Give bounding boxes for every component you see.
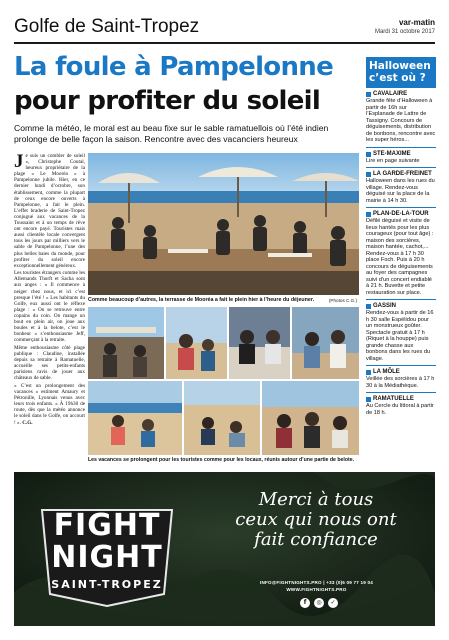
sidebar-entry — [366, 396, 436, 416]
sidebar-entry — [366, 171, 436, 208]
bullet-square-icon — [366, 172, 371, 177]
grid-photo-illustration — [88, 307, 164, 379]
logo-text-night: NIGHT — [51, 540, 163, 575]
grid-photo-caption: Les vacances se prolongent pour les touristes comme pour les locaux, réunis autour d’une partie de belote. — [88, 457, 355, 463]
sidebar-place: GASSIN — [373, 303, 397, 309]
grid-photo-children-sand — [88, 381, 182, 455]
sidebar-entry — [366, 369, 436, 393]
newspaper-brand: var-matin — [398, 18, 435, 27]
tagline-line-3: fait confiance — [254, 529, 378, 550]
main-beach-terrace-photo — [88, 153, 359, 295]
terrace-photo-illustration — [88, 153, 359, 295]
divider — [366, 147, 436, 148]
twitter-icon: ✓ — [328, 598, 338, 608]
ad-tagline — [206, 490, 426, 550]
photo-grid — [88, 307, 359, 455]
grid-photo-illustration — [88, 381, 182, 455]
fight-night-advertisement — [14, 472, 435, 626]
sidebar-entry — [366, 91, 436, 148]
logo-text-saint-tropez: SAINT-TROPEZ — [51, 578, 163, 591]
article-lead: Comme la météo, le moral est au beau fixe sur le sable ramatuellois où l’été indien prolonge de belle façon la saison. Rencontre avec des vacanciers heureux — [14, 123, 329, 144]
fight-night-logo — [32, 502, 182, 607]
issue-date: Mardi 31 octobre 2017 — [374, 29, 435, 35]
halloween-sidebar — [366, 57, 436, 468]
sidebar-text: Rendez-vous à partir de 16 h 30 salle Espélidou pour un monstrueux goûter. Spectacle gratuit à 17 h (Riquet à la houppe) puis grande chasse aux bonbons dans les rues du village. — [366, 310, 434, 362]
tagline-line-1: Merci à tous — [258, 489, 374, 510]
logo-text-fight: FIGHT — [53, 508, 161, 543]
section-title: Golfe de Saint-Tropez — [14, 16, 200, 37]
grid-photo-terrace-table — [229, 307, 290, 379]
grid-photo-illustration — [166, 307, 227, 379]
sidebar-text: Halloween dans les rues du village. Rendez-vous déguisé sur la place de la mairie à 14 h 30. — [366, 178, 435, 204]
sidebar-entry — [366, 211, 436, 300]
sidebar-place: LA GARDE-FREINET — [373, 171, 432, 177]
sidebar-entry — [366, 151, 436, 169]
body-paragraph: « C’est un prolongement des vacances » estiment Amaury et Pétronille, Lyonnais venus avec leurs trois enfants. « À 19h30 de route, dès que la météo annonce le soleil dans le Golfe, on accourt ! ». C.G. — [14, 382, 85, 426]
headline-line-1: La foule à Pampelonne — [14, 52, 334, 82]
author-signature: C.G. — [22, 419, 33, 426]
sidebar-title: Halloween c’est où ? — [366, 57, 436, 88]
grid-photo-illustration — [292, 307, 359, 379]
grid-photo-belote-players — [262, 381, 359, 455]
sidebar-place: CAVALAIRE — [373, 91, 408, 97]
headline-line-2: pour profiter du soleil — [14, 86, 321, 116]
grid-photo-family — [166, 307, 227, 379]
bullet-square-icon — [366, 92, 371, 97]
sidebar-place: STE-MAXIME — [373, 150, 411, 157]
drop-cap: J — [14, 153, 24, 172]
grid-photo-beach-seated — [184, 381, 260, 455]
tagline-line-2: ceux qui nous ont — [235, 509, 397, 530]
divider — [366, 167, 436, 168]
divider — [366, 392, 436, 393]
divider — [366, 365, 436, 366]
grid-photo-illustration — [184, 381, 260, 455]
sidebar-place: PLAN-DE-LA-TOUR — [373, 211, 429, 217]
body-paragraph: Même enthousiasme côté plage publique : Claudine, installée depuis sa retraite à Ramatuelle, accueille ses petits-enfants parisiens ravis de jouer aux châteaux de sable. — [14, 344, 85, 382]
ad-contact — [214, 580, 419, 593]
sidebar-text: Au Cercle du littoral à partir de 18 h. — [366, 403, 434, 416]
bullet-square-icon — [366, 212, 371, 217]
instagram-icon: ◎ — [314, 598, 324, 608]
grid-photo-beach-cafe — [88, 307, 164, 379]
sidebar-text: Veillée des sorcières à 17 h 30 à la Médiathèque. — [366, 376, 435, 389]
sidebar-place: LA MÔLE — [373, 369, 400, 375]
photo-credit: (Photos C.G.) — [328, 298, 357, 303]
grid-photo-illustration — [262, 381, 359, 455]
sidebar-place: RAMATUELLE — [373, 396, 414, 402]
body-paragraph: Les touristes étrangers comme les Allemands Thorft et Sacha sont aux anges : « Il commence à neiger chez nous, et ici c’est presque l’été ! » Les habitants du Golfe, eux aussi ont le réflexe plage : « On se retrouve entre copains du coin. On mange un bout en plein air, on joue aux boules et à la belote, c’est le bonheur » s’enthousiasme Jeff, commerçant à la retraite. — [14, 270, 85, 344]
facebook-icon: f — [300, 598, 310, 608]
contact-line: INFO@FIGHTNIGHTS.PRO | +33 (0)6 09 77 19 04 — [259, 580, 374, 585]
article-body — [14, 153, 85, 465]
grid-photo-friends — [292, 307, 359, 379]
sidebar-entry — [366, 303, 436, 366]
website-line: WWW.FIGHTNIGHTS.PRO — [286, 586, 347, 592]
sidebar-text: Défilé déguisé et visite de lieux hantés pour les plus courageux (pour tout âge) : maison des sorcières, maison hantée, cachot,... Rendez-vous à 17 h 30 place Foch. Puis à 20 h concours de déguisements au foyer des campagnes suivi d’un concert endiablé à 21 h. Buvette et petite restauration sur place. — [366, 218, 434, 296]
page-header — [14, 14, 435, 44]
body-paragraph: e suis un combler de soleil », Christophe Coutal, heureux propriétaire de la plage « Le Mooréa » à Pampelonne jubile. Hier, en ce dernier lundi d’octobre, son établissement, comme la plupart de ceux encore ouverts à Pampelonne, a fait le plein. L’effet braderie de Saint-Tropez conjugué aux vacances de la Toussaint et à un temps de rêve ont encore payé. Touristes mais aussi clientèle locale convergent tous les jours par milliers vers le sable de Pampelonne, l’une des plus belles baies du monde, pour profiter du soleil encore exceptionnellement généreux. — [14, 153, 85, 269]
divider — [366, 299, 436, 300]
social-icons — [294, 598, 344, 608]
divider — [366, 207, 436, 208]
bullet-square-icon — [366, 397, 371, 402]
bullet-square-icon — [366, 370, 371, 375]
sidebar-text: Grande fête d’Halloween à partir de 16h sur l’Esplanade de Lattre de Tassigny. Concours de déguisements, distribution de bonbons, rencontre avec les super héros... — [366, 98, 436, 143]
grid-photo-illustration — [229, 307, 290, 379]
bullet-square-icon — [366, 304, 371, 309]
sidebar-text: Lire en page suivante — [366, 157, 420, 164]
main-photo-caption — [88, 296, 359, 305]
main-caption-text: Comme beaucoup d’autres, la terrasse de Mooréa a fait le plein hier à l’heure du déjeuner. — [88, 297, 315, 303]
bullet-square-icon — [366, 152, 371, 157]
